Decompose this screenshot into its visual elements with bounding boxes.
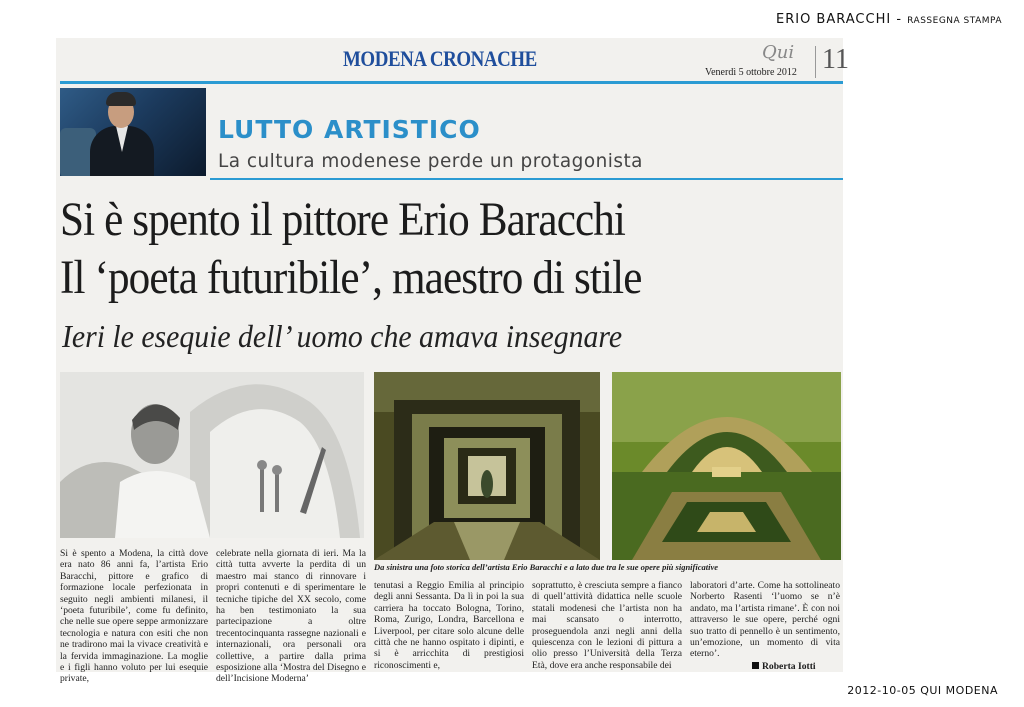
byline — [752, 661, 816, 672]
article-column-1: Si è spento a Modena, la città dove era nato 86 anni fa, l’artista Erio Baracchi, pittore e grafico di formazione locale perfezionata in seguito negli ambienti milanesi, il ‘poeta futuribile’, come fu definito, che nelle sue opere seppe armonizzare tecnologia e natura con esiti che non ne tradirono mai la vivace creatività e la fervida immaginazione. La moglie e i figli hanno voluto per lui esequie private, — [60, 548, 208, 685]
headline-line-1: Si è spento il pittore Erio Baracchi — [60, 193, 626, 246]
article-column-5: laboratori d’arte. Come ha sottolineato Norberto Rasenti ‘l’uomo se n’è andato, ma l’artista rimane’. È con noi attraverso le sue opere, perché ogni suo tratto di pennello è un sentimento, un’emozione, un momento di vita eterno’. — [690, 580, 840, 660]
newspaper-logo: Qui — [762, 42, 795, 63]
article-column-2: celebrate nella giornata di ieri. Ma la città tutta avverte la perdita di un maestro mai stanco di rinnovare i propri contenuti e di sperimentare le tecniche tipiche del XX secolo, come ha ben testimoniato la sua partecipazione a oltre trecentocinquanta rassegne nazionali e internazionali, ora personali ora collettive, a partire dalla prima esposizione alla ‘Mostra del Disegno e dell’Incisione Moderna’ — [216, 548, 366, 685]
press-header-name: ERIO BARACCHI — [775, 12, 892, 27]
byline-square-icon — [752, 662, 759, 669]
clipping-source-footer: 2012-10-05 QUI MODENA — [847, 684, 998, 697]
issue-date: Venerdì 5 ottobre 2012 — [705, 67, 797, 78]
press-header-separator: - — [896, 12, 903, 27]
page-number: 11 — [822, 44, 849, 75]
photo-caption: Da sinistra una foto storica dell’artista Erio Baracchi e a lato due tra le sue opere più significative — [374, 562, 719, 572]
painting-nested-frames — [374, 372, 600, 560]
kicker: LUTTO ARTISTICO — [218, 115, 481, 144]
article-column-4: soprattutto, è cresciuta sempre a fianco di quell’attività didattica nelle scuole statali modenesi che l’artista non ha mai scansato o interrotto, proseguendola anzi negli anni della quiescenza con le lezioni di pittura a olio presso l’Università della Terza Età, dove era anche responsabile dei — [532, 580, 682, 671]
press-header — [776, 12, 1002, 27]
artist-portrait-photo — [60, 88, 206, 176]
header-rule — [60, 81, 843, 84]
painting-arched-terraces — [612, 372, 841, 560]
artist-at-work-photo — [60, 372, 364, 538]
kicker-subtitle: La cultura modenese perde un protagonista — [218, 150, 643, 172]
section-title: MODENA CRONACHE — [343, 46, 537, 71]
deck: Ieri le esequie dell’ uomo che amava insegnare — [62, 318, 623, 354]
article-column-3: tenutasi a Reggio Emilia al principio degli anni Sessanta. Da lì in poi la sua carriera ha toccato Bologna, Torino, Roma, Zurigo, Londra, Barcellona e Liverpool, per citare solo alcune delle città che ne hanno ospitato i dipinti, e si è arricchita di prestigiosi riconoscimenti e, — [374, 580, 524, 671]
headline-line-2: Il ‘poeta futuribile’, maestro di stile — [60, 251, 642, 304]
press-header-label: RASSEGNA STAMPA — [907, 16, 1002, 26]
kicker-rule — [210, 178, 843, 180]
byline-author: Roberta Iotti — [762, 661, 816, 672]
page-divider — [815, 46, 816, 78]
